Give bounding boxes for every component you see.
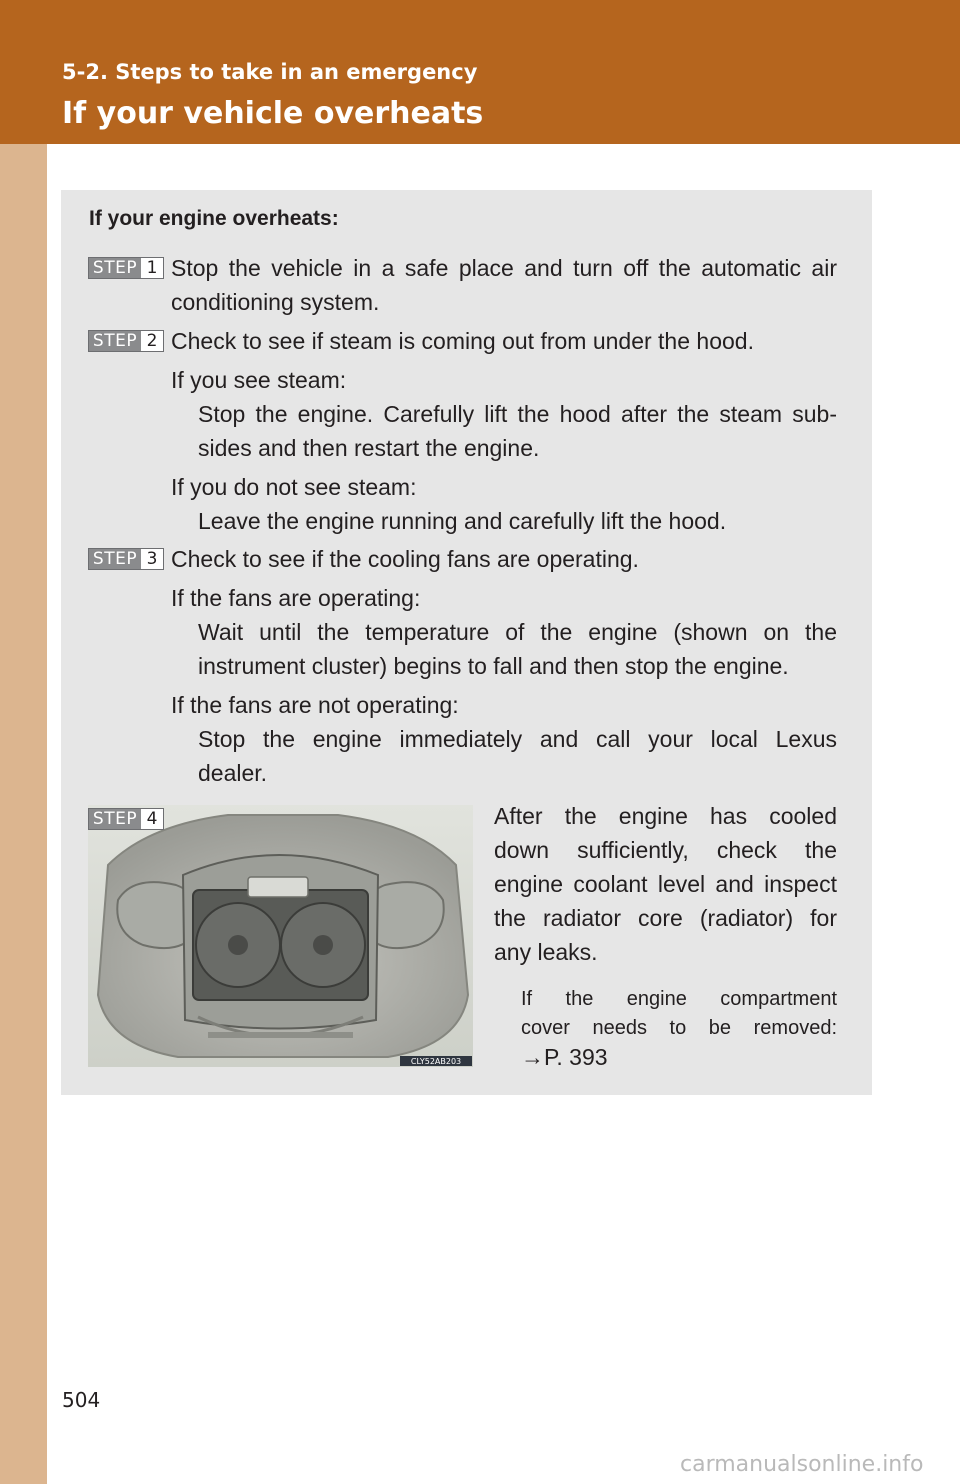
page-number: 504	[62, 1388, 101, 1412]
step-number: 3	[146, 549, 158, 569]
step4-line-1: After the engine has cooled	[494, 803, 837, 829]
step-number: 4	[146, 809, 158, 829]
step-badge-2	[88, 330, 164, 352]
step-badge-1	[88, 257, 164, 279]
step3-condition-1-line1: Wait until the temperature of the engine (shown on the	[198, 619, 837, 645]
side-strip	[0, 144, 47, 1484]
engine-illustration	[88, 805, 473, 1067]
page-title: If your vehicle overheats	[62, 96, 484, 131]
step3-condition-2-line1: Stop the engine immediately and call your local Lexus	[198, 726, 837, 752]
step3-condition-1: If the fans are operating:	[171, 585, 421, 611]
step1-text-line2: conditioning system.	[171, 289, 380, 315]
step4-line-5: any leaks.	[494, 939, 598, 965]
page-reference: P. 393	[544, 1044, 608, 1070]
step4-note-line-1: If the engine compartment	[521, 988, 837, 1010]
step4-line-3: engine coolant level and inspect	[494, 871, 837, 897]
step2-condition-1-line1: Stop the engine. Carefully lift the hood after the steam sub-	[198, 401, 837, 427]
step3-condition-1-line2: instrument cluster) begins to fall and then stop the engine.	[198, 653, 789, 679]
step-word: STEP	[89, 809, 141, 829]
step4-line-2: down sufficiently, check the	[494, 837, 837, 863]
section-label: 5-2. Steps to take in an emergency	[62, 60, 478, 84]
step1-text-line1: Stop the vehicle in a safe place and turn off the automatic air	[171, 255, 837, 281]
step-number: 2	[146, 331, 158, 351]
box-heading: If your engine overheats:	[89, 207, 339, 230]
step4-line-4: the radiator core (radiator) for	[494, 905, 837, 931]
step3-condition-2: If the fans are not operating:	[171, 692, 459, 718]
step2-condition-1-line2: sides and then restart the engine.	[198, 435, 540, 461]
step-word: STEP	[89, 549, 141, 569]
arrow-right-icon: →	[521, 1044, 544, 1070]
step-badge-3	[88, 548, 164, 570]
step2-condition-2-line1: Leave the engine running and carefully lift the hood.	[198, 508, 727, 534]
step3-condition-2-line2: dealer.	[198, 760, 268, 786]
step-word: STEP	[89, 331, 141, 351]
step2-condition-1: If you see steam:	[171, 367, 347, 393]
page-reference-link[interactable]	[521, 1040, 608, 1074]
step2-text: Check to see if steam is coming out from under the hood.	[171, 328, 754, 354]
step2-condition-2: If you do not see steam:	[171, 474, 417, 500]
step-number: 1	[146, 258, 158, 278]
step-badge-4	[88, 808, 164, 830]
step-word: STEP	[89, 258, 141, 278]
image-code: CLY52AB203	[410, 1057, 462, 1066]
step3-text: Check to see if the cooling fans are operating.	[171, 546, 639, 572]
watermark: carmanualsonline.info	[680, 1452, 924, 1477]
step4-note-line-2: cover needs to be removed:	[521, 1017, 837, 1039]
engine-bay-drawing	[88, 805, 473, 1067]
